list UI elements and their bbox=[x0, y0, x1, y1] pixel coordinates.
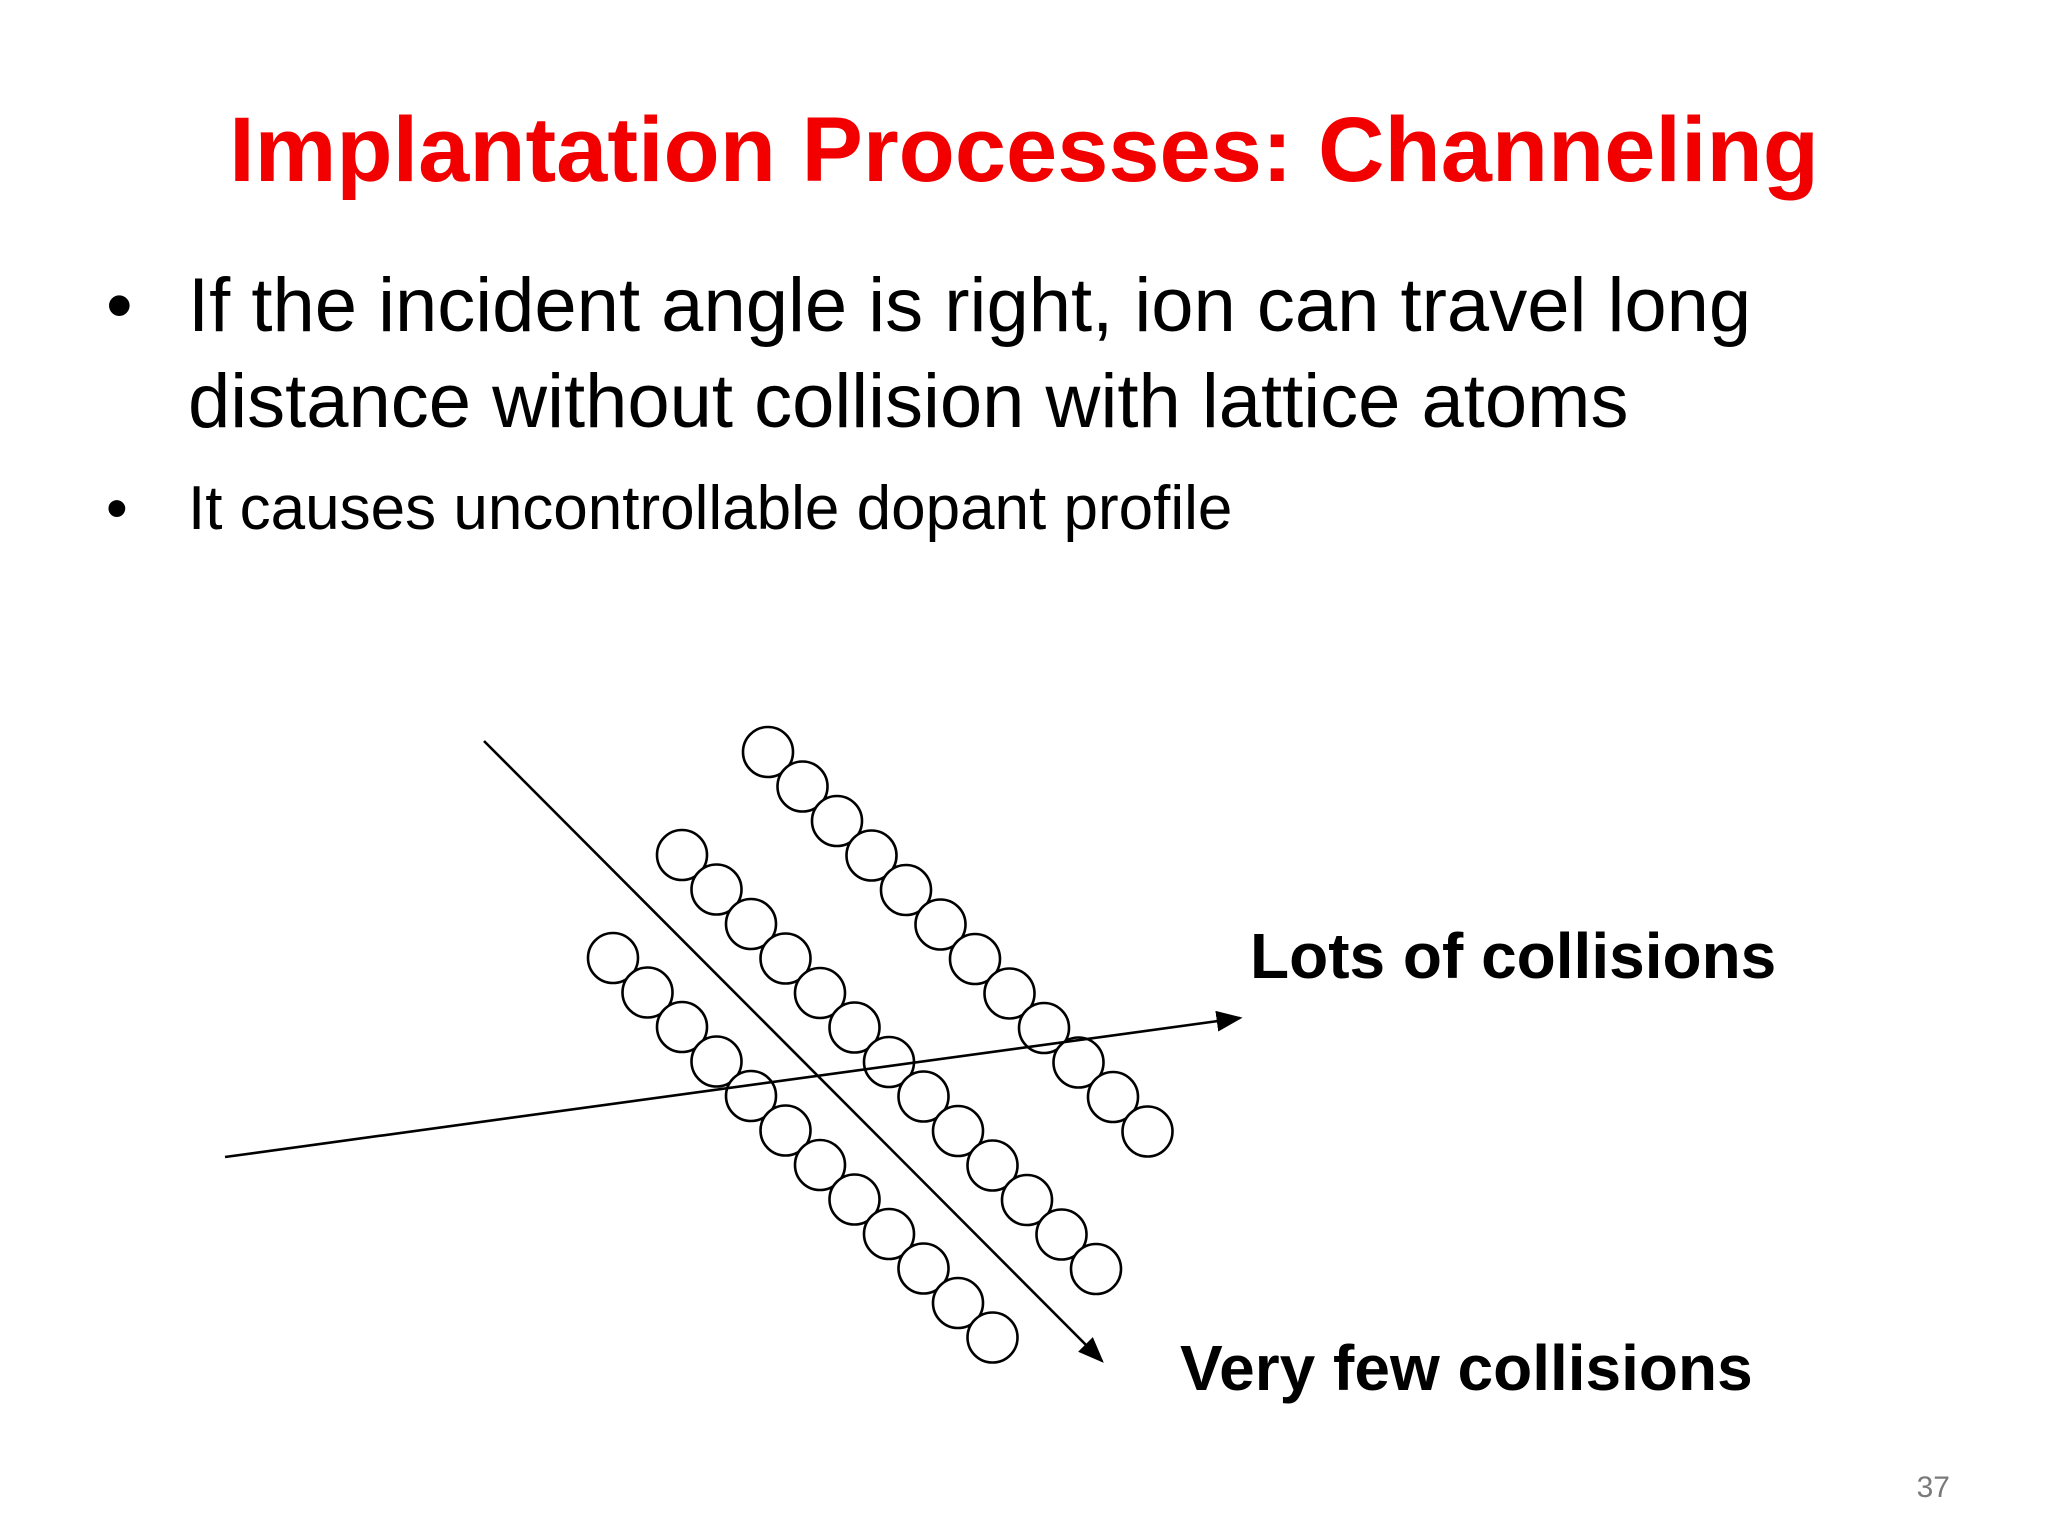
label-very-few-collisions: Very few collisions bbox=[1180, 1332, 1753, 1404]
lattice-atom bbox=[1071, 1244, 1121, 1294]
bullet-text: It causes uncontrollable dopant profile bbox=[188, 474, 1233, 543]
page-number: 37 bbox=[1916, 1471, 1950, 1504]
channel-trajectory-arrow bbox=[484, 741, 1102, 1361]
bullet-marker: • bbox=[106, 474, 128, 543]
atom-row-3 bbox=[743, 727, 1173, 1157]
lattice-atom bbox=[1123, 1107, 1173, 1157]
lattice-atoms bbox=[588, 727, 1173, 1363]
low-angle-trajectory-arrow bbox=[225, 1018, 1240, 1157]
bullet-marker: • bbox=[106, 263, 133, 348]
lattice-atom bbox=[968, 1313, 1018, 1363]
bullet-text: If the incident angle is right, ion can travel long distance without collision with lattice atoms bbox=[188, 263, 1752, 444]
label-lots-of-collisions: Lots of collisions bbox=[1250, 920, 1777, 992]
slide-title: Implantation Processes: Channeling bbox=[229, 99, 1819, 201]
